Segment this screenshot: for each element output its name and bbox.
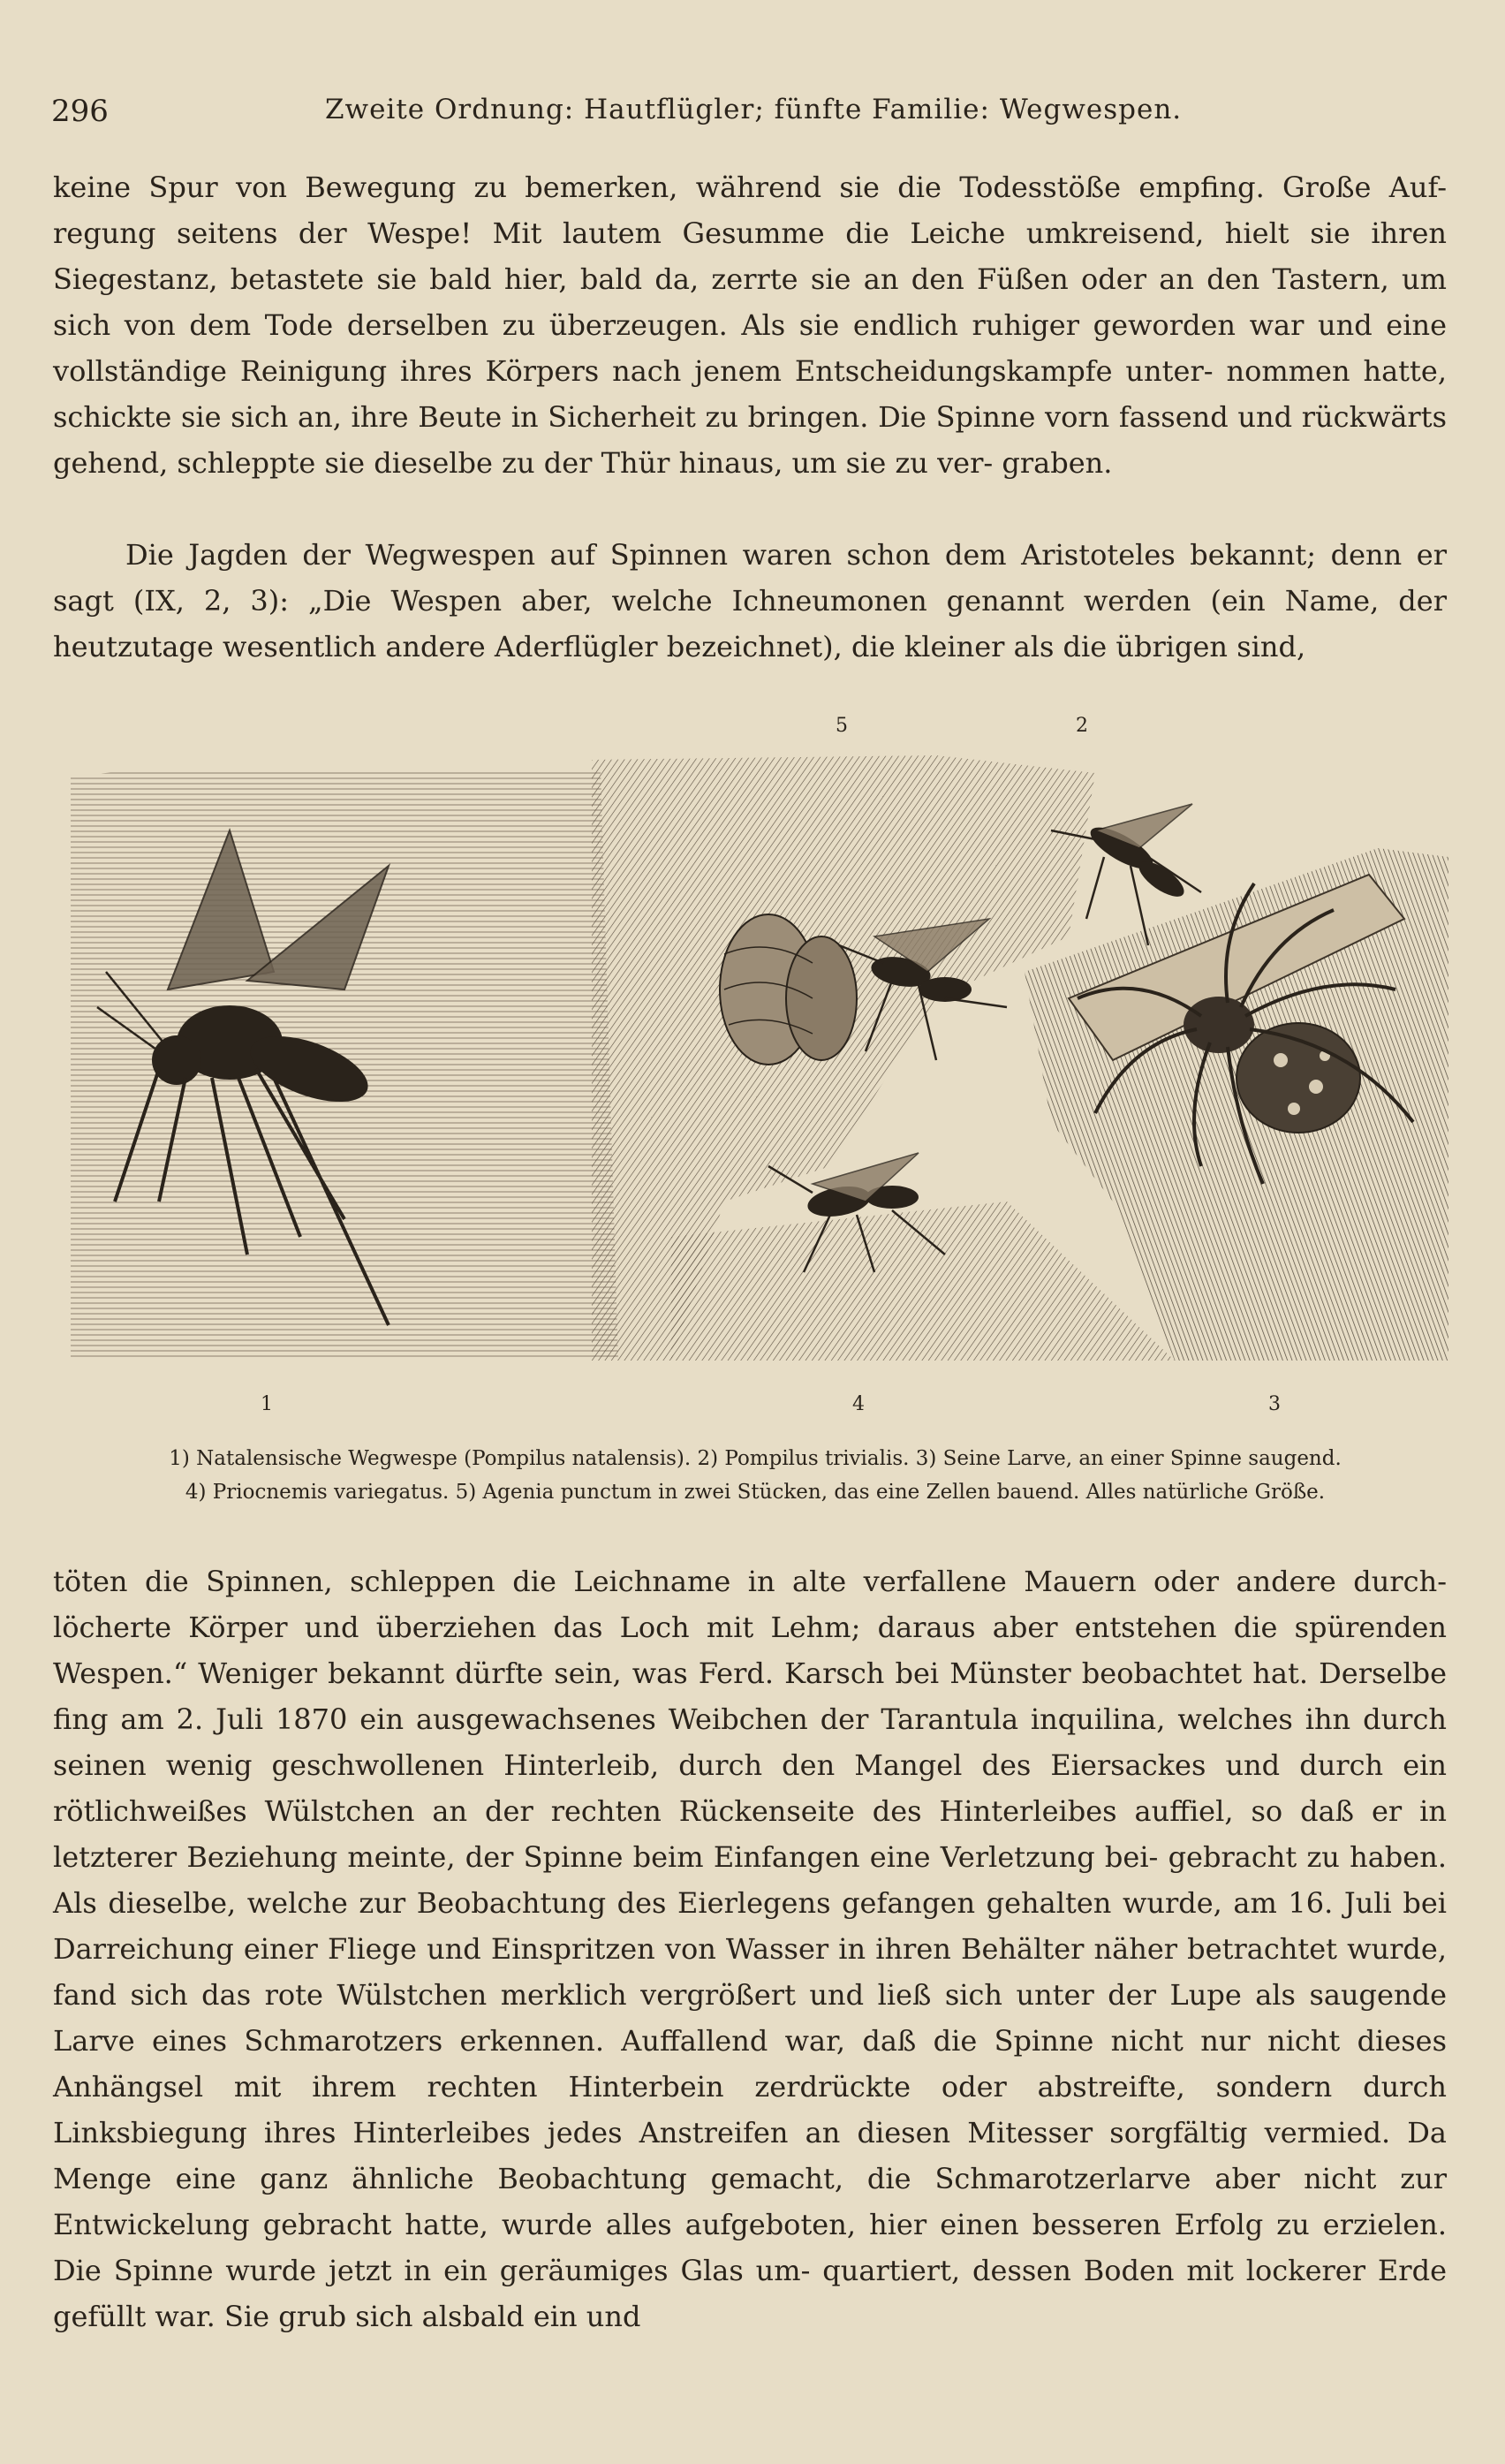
running-head: Zweite Ordnung: Hautflügler; fünfte Familie: Wegwespen. [325, 94, 1183, 125]
paragraph-3: töten die Spinnen, schleppen die Leichname in alte verfallene Mauern oder andere durch- löcherte Körper und überziehen das Loch mit Lehm; daraus aber entstehen die spürenden Wespen.“ Weniger bekannt dürfte sein, was Ferd. Karsch bei Münster beobachtet hat. Derselbe fing am 2. Juli 1870 ein ausgewachsenes Weibchen der Tarantula inquilina, welches ihn durch seinen wenig geschwollenen Hinterleib, durch den Mangel des Eiersackes und durch ein rötlichweißes Wülstchen an der rechten Rückenseite des Hinterleibes auffiel, so daß er in letzterer Beziehung meinte, der Spinne beim Einfangen eine Verletzung bei- gebracht zu haben. Als dieselbe, welche zur Beobachtung des Eierlegens gefangen gehalten wurde, am 16. Juli bei Darreichung einer Fliege und Einspritzen von Wasser in ihren Behälter näher betrachtet wurde, fand sich das rote Wülstchen merklich vergrößert und ließ sich unter der Lupe als saugende Larve eines Schmarotzers erkennen. Auffallend war, daß die Spinne nicht nur nicht dieses Anhängsel mit ihrem rechten Hinterbein zerdrückte oder abstreifte, sondern durch Linksbiegung ihres Hinterleibes jedes Anstreifen an diesen Mitesser sorgfältig vermied. Da Menge eine ganz ähnliche Beobachtung gemacht, die Schmarotzerlarve aber nicht zur Entwickelung gebracht hatte, wurde alles aufgeboten, hier einen besseren Erfolg zu erzielen. Die Spinne wurde jetzt in ein geräumiges Glas um- quartiert, dessen Boden mit lockerer Erde gefüllt war. Sie grub sich alsbald ein und [53, 1565, 1447, 2333]
wasp-illustration [53, 707, 1457, 1431]
paragraph-1: keine Spur von Bewegung zu bemerken, während sie die Todesstöße empfing. Große Auf- regung seitens der Wespe! Mit lautem Gesumme die Leiche umkreisend, hielt sie ihren Siegestanz, betastete sie bald hier, bald da, zerrte sie an den Füßen oder an den Tastern, um sich von dem Tode derselben zu überzeugen. Als sie endlich ruhiger geworden war und eine vollständige Reinigung ihres Körpers nach jenem Entscheidungskampfe unter- nommen hatte, schickte sie sich an, ihre Beute in Sicherheit zu bringen. Die Spinne vorn fassend und rückwärts gehend, schleppte sie dieselbe zu der Thür hinaus, um sie zu ver- graben. [53, 171, 1447, 480]
page-header [51, 87, 1434, 140]
figure-caption-line-1: 1) Natalensische Wegwespe (Pompilus natalensis). 2) Pompilus trivialis. 3) Seine Larve, an einer Spinne saugend. [169, 1447, 1342, 1470]
page-number: 296 [51, 94, 109, 129]
figure-number-3: 3 [1268, 1393, 1281, 1415]
ground-stone [671, 1202, 1175, 1361]
figure-number-5: 5 [836, 715, 848, 737]
figure-caption-line-2: 4) Priocnemis variegatus. 5) Agenia punctum in zwei Stücken, das eine Zellen bauend. Alles natürliche Größe. [185, 1481, 1326, 1504]
figure-number-4: 4 [852, 1393, 865, 1415]
figure-number-2: 2 [1076, 715, 1088, 737]
figure-number-1: 1 [261, 1393, 273, 1415]
illustration-svg [53, 707, 1457, 1431]
paragraph-2: Die Jagden der Wegwespen auf Spinnen waren schon dem Aristoteles bekannt; denn er sagt (IX, 2, 3): „Die Wespen aber, welche Ichneumonen genannt werden (ein Name, der heutzutage wesentlich andere Aderflügler bezeichnet), die kleiner als die übrigen sind, [53, 538, 1447, 663]
